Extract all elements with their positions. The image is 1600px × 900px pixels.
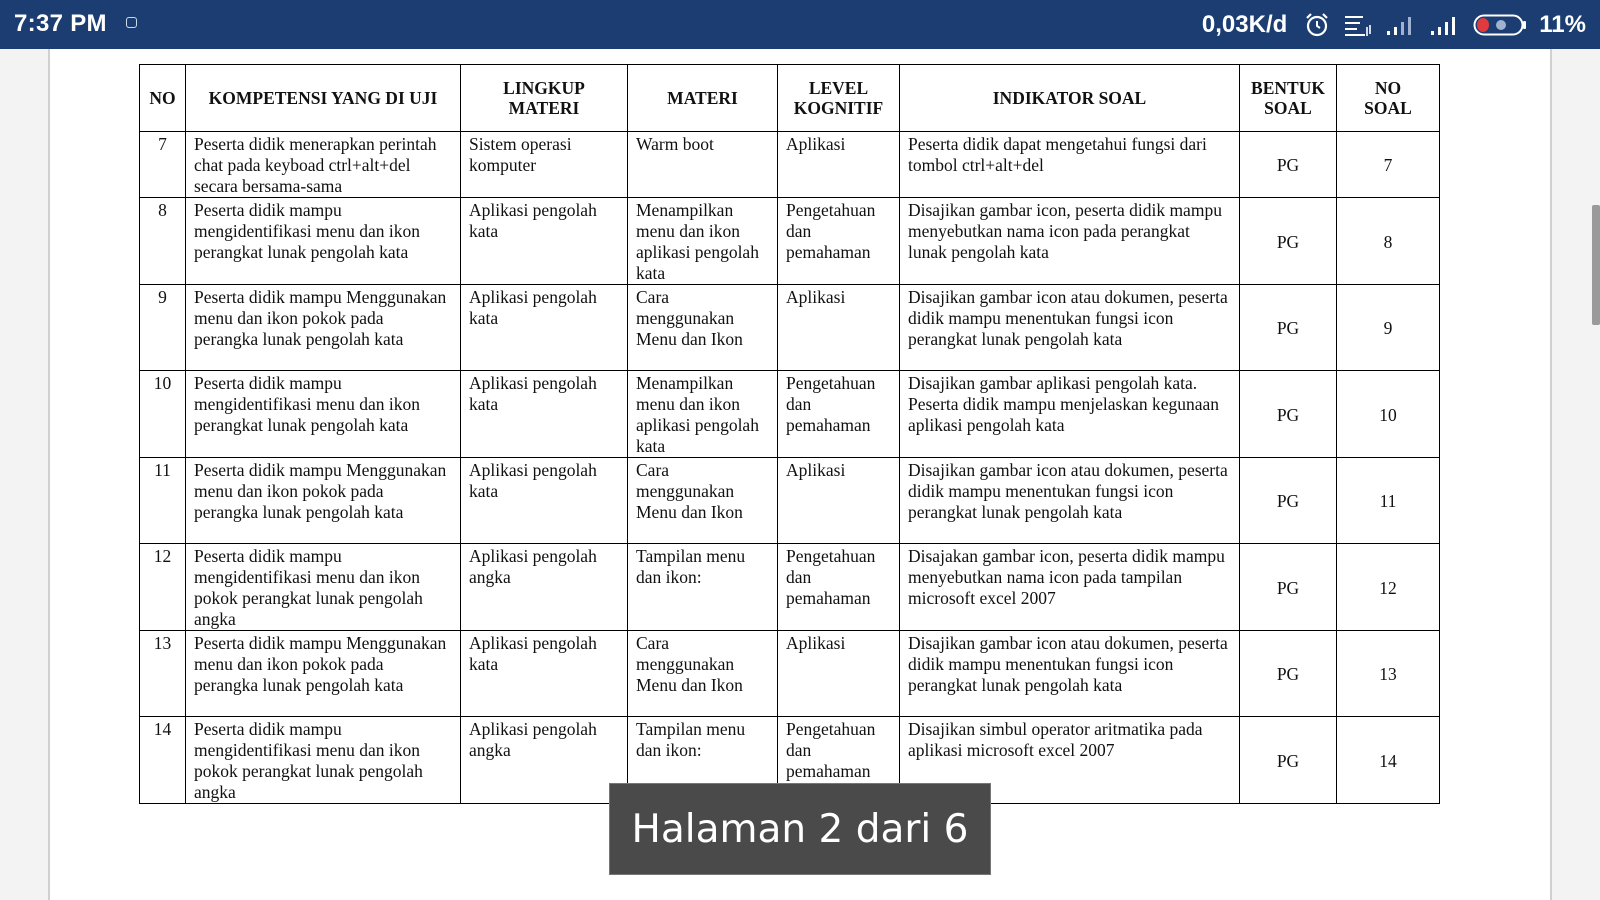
- cell-lingkup-materi: Aplikasi pengolah kata: [461, 371, 628, 458]
- network-speed: 0,03K/d: [1201, 10, 1288, 38]
- cell-materi: Warm boot: [628, 132, 778, 198]
- cell-no: 11: [140, 458, 186, 544]
- cell-lingkup-materi: Aplikasi pengolah kata: [461, 285, 628, 371]
- cell-indikator-soal: Disajikan gambar icon atau dokumen, peserta didik mampu menentukan fungsi icon perangkat lunak pengolah kata: [900, 458, 1240, 544]
- cell-indikator-soal: Disajikan gambar aplikasi pengolah kata. Peserta didik mampu menjelaskan kegunaan aplikasi pengolah kata: [900, 371, 1240, 458]
- cell-level-kognitif: Pengetahuan dan pemahaman: [778, 717, 900, 804]
- cell-kompetensi: Peserta didik mampu Menggunakan menu dan ikon pokok pada perangka lunak pengolah kata: [186, 285, 461, 371]
- cell-no: 9: [140, 285, 186, 371]
- header-level-kognitif: LEVEL KOGNITIF: [778, 65, 900, 132]
- cell-level-kognitif: Aplikasi: [778, 458, 900, 544]
- cell-indikator-soal: Disajakan gambar icon, peserta didik mampu menyebutkan nama icon pada tampilan microsoft excel 2007: [900, 544, 1240, 631]
- cell-no-soal: 10: [1337, 371, 1440, 458]
- cell-lingkup-materi: Aplikasi pengolah angka: [461, 717, 628, 804]
- table-row: [140, 285, 1440, 371]
- cell-bentuk-soal: PG: [1240, 132, 1337, 198]
- page-indicator-toast: Halaman 2 dari 6: [609, 783, 991, 875]
- cell-no: 7: [140, 132, 186, 198]
- page-border-right: [1550, 49, 1552, 900]
- exam-grid-table: [139, 64, 1440, 804]
- cell-kompetensi: Peserta didik mampu mengidentifikasi menu dan ikon pokok perangkat lunak pengolah angka: [186, 544, 461, 631]
- cell-lingkup-materi: Aplikasi pengolah kata: [461, 198, 628, 285]
- notification-icon: [126, 17, 137, 28]
- cell-no-soal: 13: [1337, 631, 1440, 717]
- cell-materi: Cara menggunakan Menu dan Ikon: [628, 631, 778, 717]
- header-bentuk-soal: BENTUK SOAL: [1240, 65, 1337, 132]
- cell-no-soal: 9: [1337, 285, 1440, 371]
- cell-level-kognitif: Pengetahuan dan pemahaman: [778, 371, 900, 458]
- status-bar: [0, 0, 1600, 49]
- table-row: [140, 544, 1440, 631]
- cell-no-soal: 11: [1337, 458, 1440, 544]
- battery-percentage: 11%: [1539, 10, 1586, 38]
- header-indikator-soal: INDIKATOR SOAL: [900, 65, 1240, 132]
- cell-materi: Cara menggunakan Menu dan Ikon: [628, 285, 778, 371]
- table-row: [140, 371, 1440, 458]
- table-header-row: [140, 65, 1440, 132]
- cell-materi: Tampilan menu dan ikon:: [628, 717, 778, 804]
- cell-indikator-soal: Disajikan gambar icon atau dokumen, peserta didik mampu menentukan fungsi icon perangkat lunak pengolah kata: [900, 285, 1240, 371]
- cell-bentuk-soal: PG: [1240, 717, 1337, 804]
- signal-2-icon: [1429, 14, 1461, 36]
- cell-bentuk-soal: PG: [1240, 371, 1337, 458]
- cell-lingkup-materi: Aplikasi pengolah kata: [461, 631, 628, 717]
- cell-materi: Menampilkan menu dan ikon aplikasi pengolah kata: [628, 198, 778, 285]
- cell-no: 14: [140, 717, 186, 804]
- cell-bentuk-soal: PG: [1240, 458, 1337, 544]
- header-no-soal: NO SOAL: [1337, 65, 1440, 132]
- cell-no-soal: 14: [1337, 717, 1440, 804]
- header-materi: MATERI: [628, 65, 778, 132]
- header-no: NO: [140, 65, 186, 132]
- cell-no: 8: [140, 198, 186, 285]
- cell-materi: Tampilan menu dan ikon:: [628, 544, 778, 631]
- header-lingkup-materi: LINGKUP MATERI: [461, 65, 628, 132]
- cell-lingkup-materi: Aplikasi pengolah angka: [461, 544, 628, 631]
- cell-indikator-soal: Peserta didik dapat mengetahui fungsi dari tombol ctrl+alt+del: [900, 132, 1240, 198]
- cell-no-soal: 12: [1337, 544, 1440, 631]
- cell-no: 13: [140, 631, 186, 717]
- cell-kompetensi: Peserta didik mampu Menggunakan menu dan ikon pokok pada perangka lunak pengolah kata: [186, 458, 461, 544]
- cell-level-kognitif: Aplikasi: [778, 285, 900, 371]
- cell-kompetensi: Peserta didik mampu mengidentifikasi menu dan ikon perangkat lunak pengolah kata: [186, 371, 461, 458]
- table-row: [140, 132, 1440, 198]
- scrollbar-thumb[interactable]: [1592, 205, 1600, 325]
- header-kompetensi: KOMPETENSI YANG DI UJI: [186, 65, 461, 132]
- table-row: [140, 631, 1440, 717]
- cell-indikator-soal: Disajikan gambar icon, peserta didik mampu menyebutkan nama icon pada perangkat lunak pengolah kata: [900, 198, 1240, 285]
- cell-indikator-soal: Disajikan simbul operator aritmatika pada aplikasi microsoft excel 2007: [900, 717, 1240, 804]
- clock-time: 7:37 PM: [14, 10, 107, 37]
- cell-bentuk-soal: PG: [1240, 544, 1337, 631]
- cell-materi: Menampilkan menu dan ikon aplikasi pengolah kata: [628, 371, 778, 458]
- cell-materi: Cara menggunakan Menu dan Ikon: [628, 458, 778, 544]
- cell-kompetensi: Peserta didik mampu Menggunakan menu dan ikon pokok pada perangka lunak pengolah kata: [186, 631, 461, 717]
- cell-no: 12: [140, 544, 186, 631]
- cell-bentuk-soal: PG: [1240, 631, 1337, 717]
- cell-no-soal: 8: [1337, 198, 1440, 285]
- cell-lingkup-materi: Aplikasi pengolah kata: [461, 458, 628, 544]
- cell-kompetensi: Peserta didik mampu mengidentifikasi menu dan ikon pokok perangkat lunak pengolah angka: [186, 717, 461, 804]
- cell-level-kognitif: Pengetahuan dan pemahaman: [778, 544, 900, 631]
- cell-kompetensi: Peserta didik mampu mengidentifikasi menu dan ikon perangkat lunak pengolah kata: [186, 198, 461, 285]
- battery-icon: [1473, 13, 1527, 37]
- cell-no: 10: [140, 371, 186, 458]
- cell-level-kognitif: Aplikasi: [778, 631, 900, 717]
- status-indicators: [1202, 0, 1586, 49]
- cell-lingkup-materi: Sistem operasi komputer: [461, 132, 628, 198]
- alarm-icon: [1303, 11, 1331, 39]
- table-row: [140, 458, 1440, 544]
- cell-bentuk-soal: PG: [1240, 285, 1337, 371]
- signal-1-icon: [1385, 14, 1417, 36]
- table-row: [140, 198, 1440, 285]
- cell-indikator-soal: Disajikan gambar icon atau dokumen, peserta didik mampu menentukan fungsi icon perangkat lunak pengolah kata: [900, 631, 1240, 717]
- data-activity-icon: [1343, 13, 1373, 37]
- cell-level-kognitif: Pengetahuan dan pemahaman: [778, 198, 900, 285]
- cell-bentuk-soal: PG: [1240, 198, 1337, 285]
- cell-level-kognitif: Aplikasi: [778, 132, 900, 198]
- cell-kompetensi: Peserta didik menerapkan perintah chat pada keyboad ctrl+alt+del secara bersama-sama: [186, 132, 461, 198]
- cell-no-soal: 7: [1337, 132, 1440, 198]
